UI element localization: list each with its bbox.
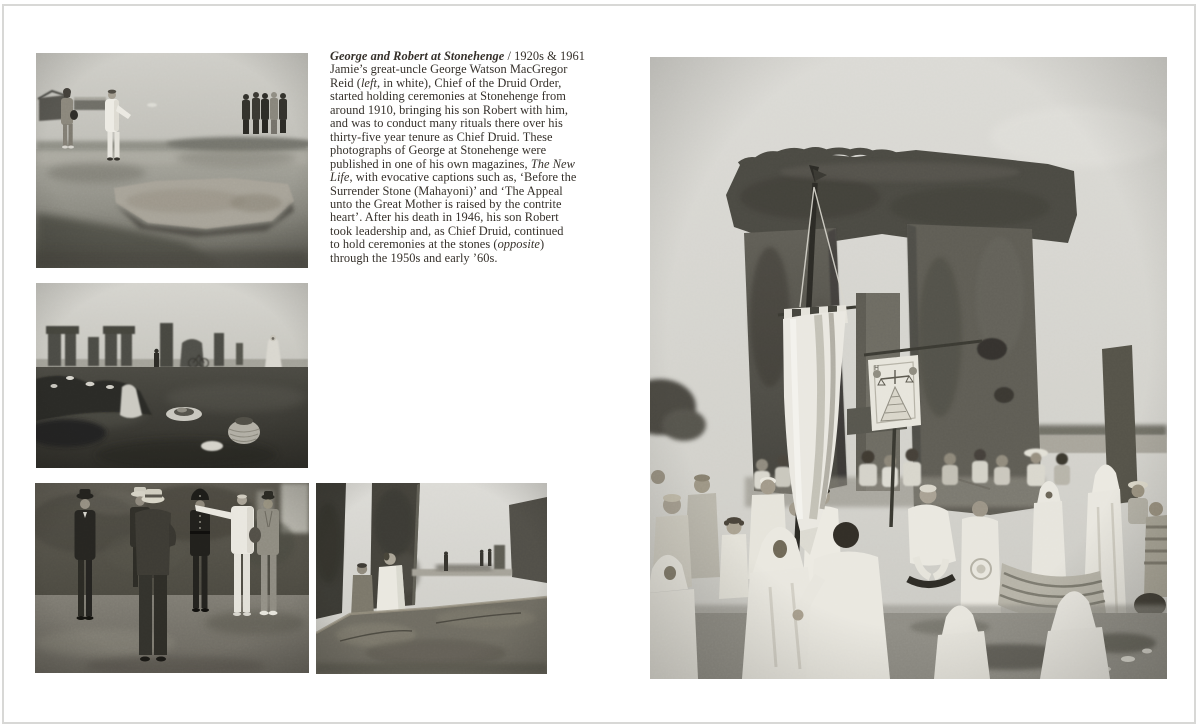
caption-text: unto the Great Mother is raised by the contrite: [330, 196, 562, 211]
caption-text: around 1910, bringing his son Robert with him,: [330, 102, 569, 117]
caption-text: Life: [330, 170, 350, 185]
caption-text: and was to conduct many rituals there over his: [330, 116, 563, 131]
caption-text: started holding ceremonies at Stonehenge from: [330, 89, 566, 104]
caption-title: George and Robert at Stonehenge: [330, 49, 505, 63]
caption-text: thirty-five year tenure as Chief Druid. These: [330, 129, 553, 144]
caption-text: heart’. After his death in 1946, his son Robert: [330, 210, 559, 225]
caption-text: Surrender Stone (Mahayoni)’ and ‘The Appeal: [330, 183, 563, 198]
caption-text: took leadership and, as Chief Druid, continued: [330, 223, 564, 238]
photo-druid-ceremony: [650, 57, 1167, 679]
caption-text: published in one of his own magazines,: [330, 156, 531, 171]
caption-text: , with evocative captions such as, ‘Before the: [349, 170, 577, 185]
caption-text: Jamie’s great-uncle George Watson MacGregor: [330, 62, 568, 77]
caption-text: through the 1950s and early ’60s.: [330, 250, 498, 265]
caption-text: The New: [530, 156, 575, 171]
caption-text: / 1920s & 1961: [504, 49, 585, 63]
caption-text: left: [360, 75, 377, 90]
caption-text: ): [539, 237, 545, 252]
caption-text: , in white), Chief of the Druid Order,: [376, 75, 562, 90]
caption-text: photographs of George at Stonehenge were: [330, 143, 547, 158]
caption-text: Reid (: [330, 75, 361, 90]
caption-text: opposite: [497, 237, 540, 252]
photo-ceremony-art: [650, 57, 1167, 679]
caption-text: to hold ceremonies at the stones (: [330, 237, 498, 252]
